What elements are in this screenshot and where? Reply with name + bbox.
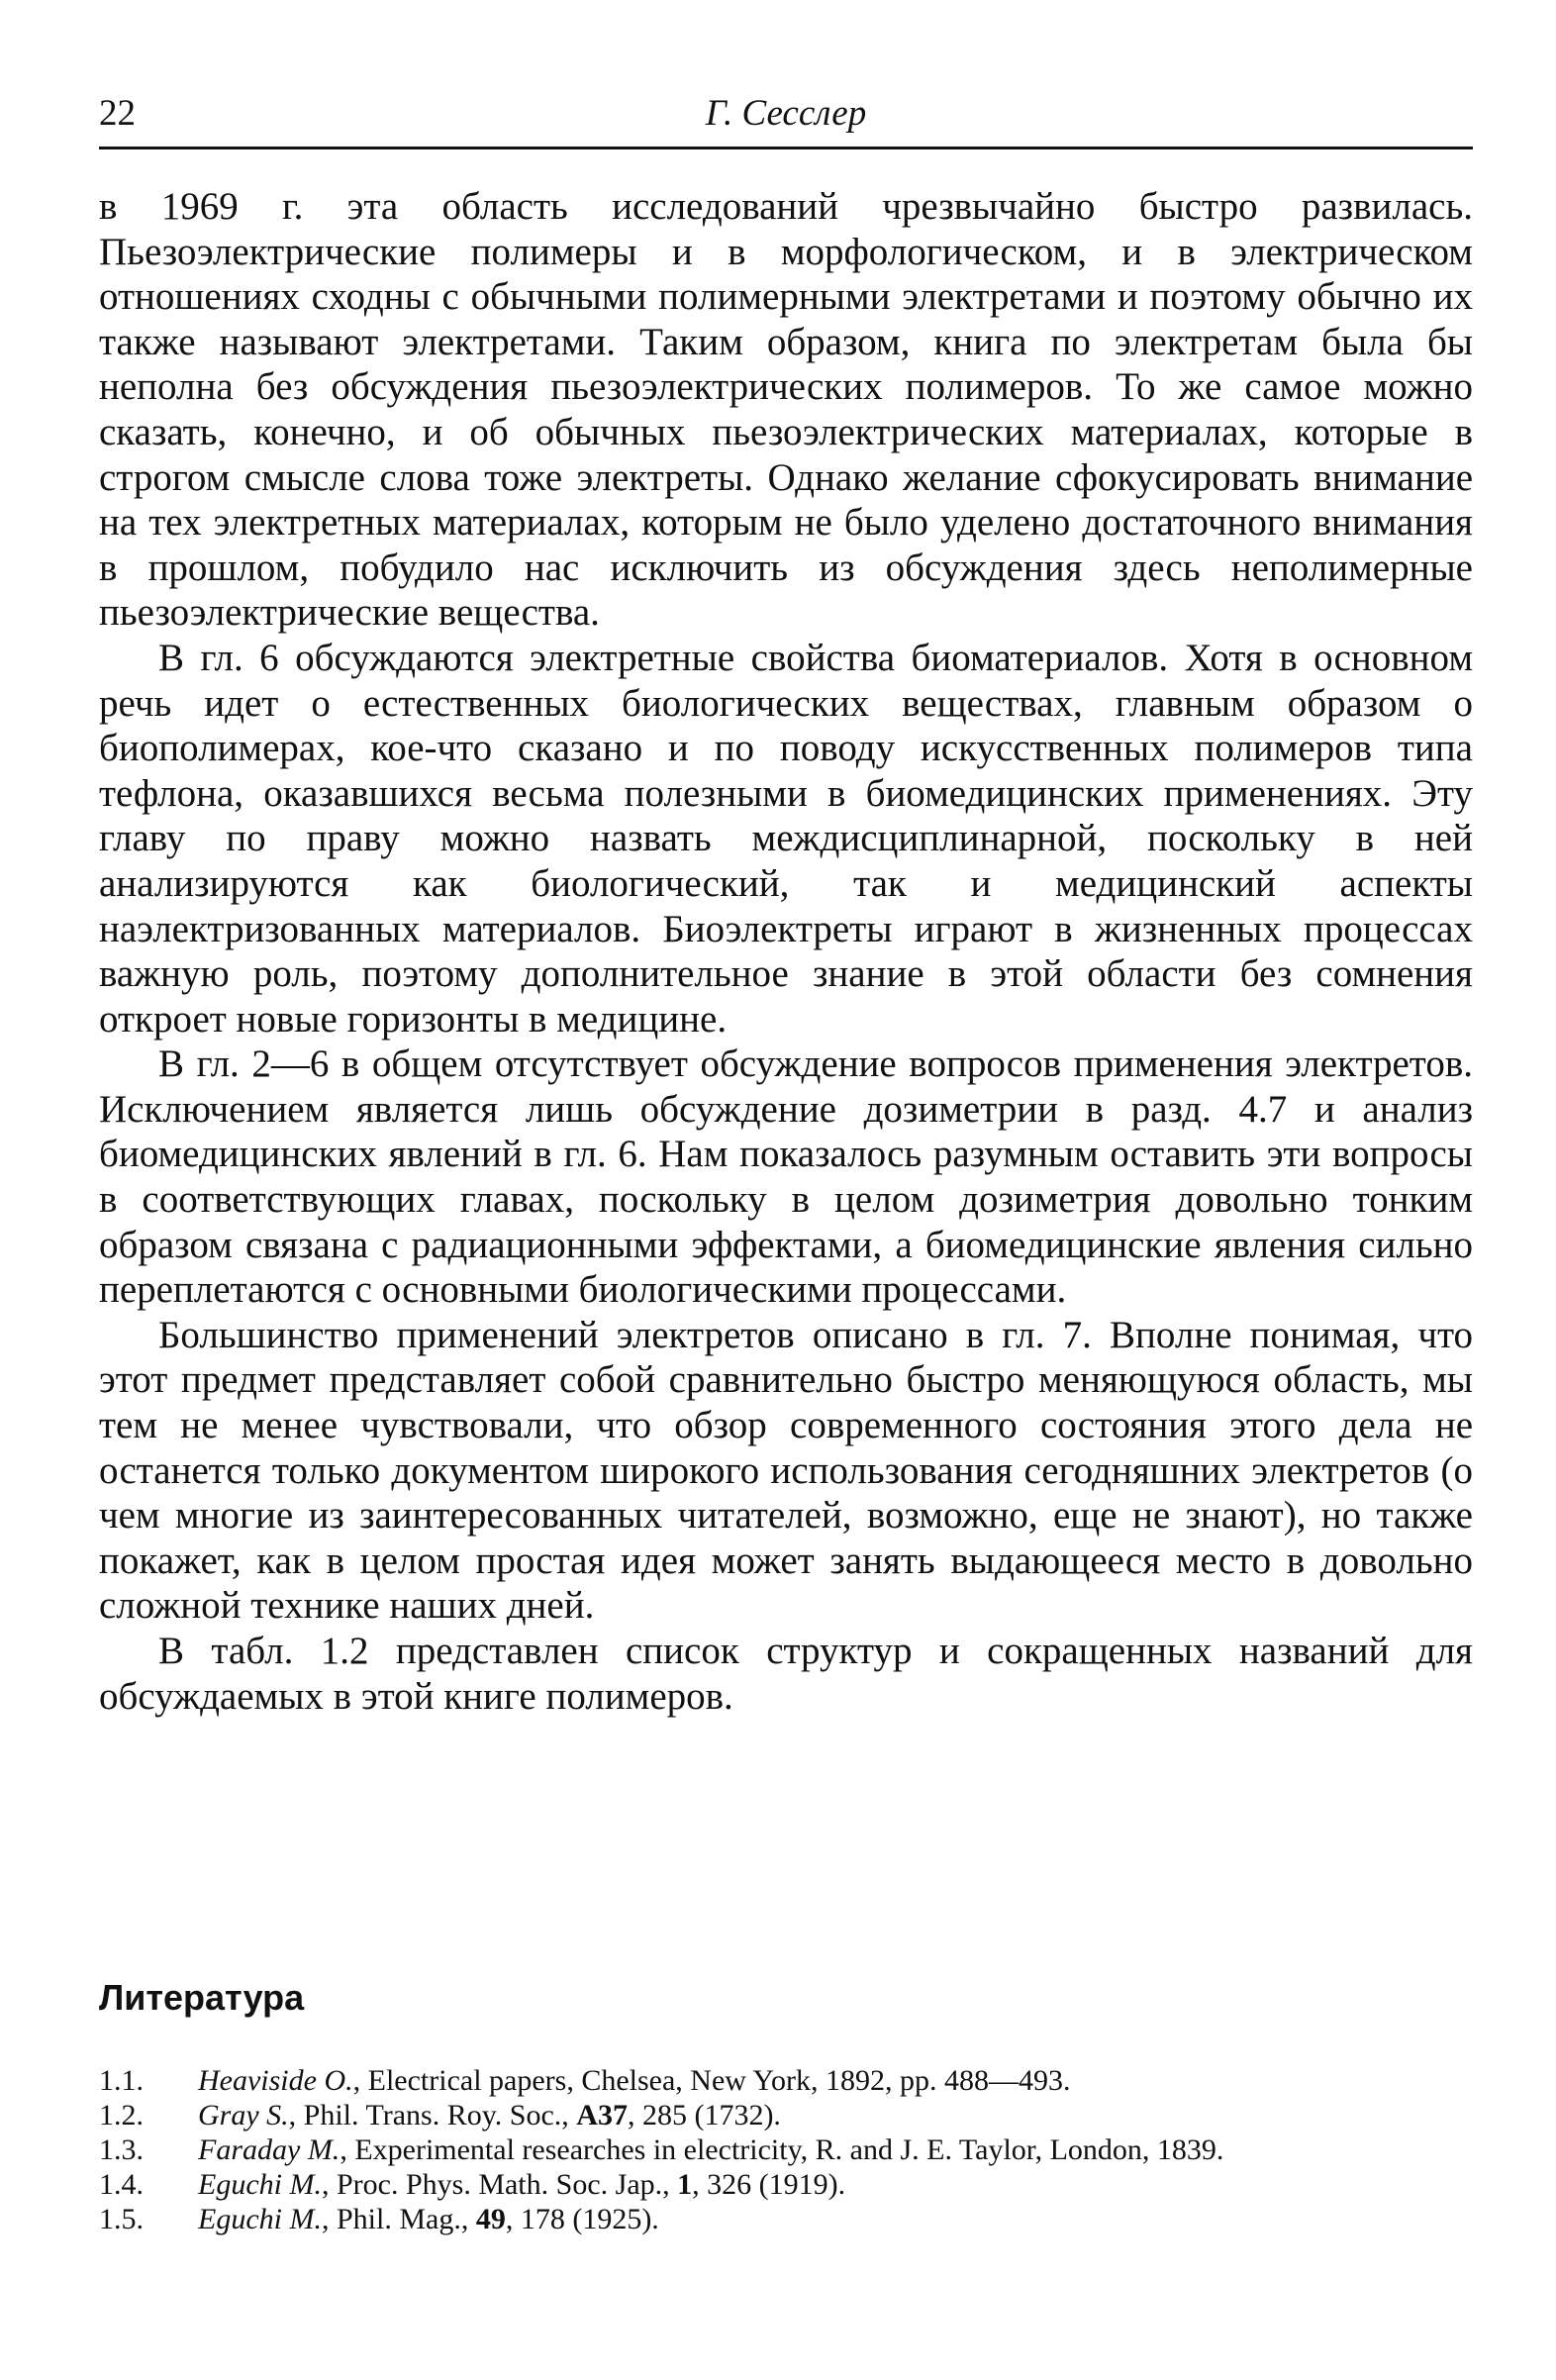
reference-authors: Eguchi M. (198, 2203, 322, 2235)
reference-source: , Phil. Trans. Roy. Soc., (288, 2099, 577, 2132)
reference-item (99, 2132, 1473, 2167)
body-text (99, 184, 1473, 1719)
reference-authors: Faraday M. (198, 2133, 340, 2166)
reference-source: , Experimental researches in electricity, R. and J. E. Taylor, London, 1839. (340, 2133, 1224, 2166)
reference-number: 1.1. (99, 2064, 144, 2097)
reference-authors: Heaviside O. (198, 2064, 353, 2097)
reference-number: 1.3. (99, 2133, 144, 2166)
reference-text (198, 2202, 1473, 2236)
reference-text (198, 2063, 1473, 2098)
reference-source: , Proc. Phys. Math. Soc. Jap., (321, 2168, 678, 2201)
reference-pages: , 178 (1925). (505, 2203, 659, 2235)
paragraph: В гл. 2—6 в общем отсутствует обсуждение вопросов применения электретов. Исключением является лишь обсуждение дозиметрии в разд. 4.7 и анализ биомедицинских явлений в гл. 6. Нам показалось разумным оставить эти вопросы в соответствующих главах, поскольку в целом дозиметрия довольно тонким образом связана с радиационными эффектами, а биомедицинские явления сильно переплетаются с основными биологическими процессами. (99, 1042, 1473, 1312)
paragraph: Большинство применений электретов описано в гл. 7. Вполне понимая, что этот предмет представляет собой сравнительно быстро меняющуюся область, мы тем не менее чувствовали, что обзор современного состояния этого дела не останется только документом широкого использования сегодняшних электретов (о чем многие из заинтересованных читателей, возможно, еще не знают), но также покажет, как в целом простая идея может занять выдающееся место в довольно сложной технике наших дней. (99, 1313, 1473, 1628)
reference-volume: 49 (475, 2203, 506, 2235)
paragraph: в 1969 г. эта область исследований чрезвычайно быстро развилась. Пьезоэлектрические полимеры и в морфологическом, и в электрическом отношениях сходны с обычными полимерными электретами и поэтому обычно их также называют электретами. Таким образом, книга по электретам была бы неполна без обсуждения пьезоэлектрических полимеров. То же самое можно сказать, конечно, и об обычных пьезоэлектрических материалах, которые в строгом смысле слова тоже электреты. Однако желание сфокусировать внимание на тех электретных материалах, которым не было уделено достаточного внимания в прошлом, побудило нас исключить из обсуждения здесь неполимерные пьезоэлектрические вещества. (99, 185, 1473, 635)
reference-pages: , 285 (1732). (627, 2099, 781, 2132)
reference-text (198, 2167, 1473, 2202)
reference-text (198, 2098, 1473, 2132)
page-number: 22 (99, 93, 136, 134)
reference-pages: , 326 (1919). (692, 2168, 846, 2201)
paragraph: В табл. 1.2 представлен список структур и сокращенных названий для обсуждаемых в этой книге полимеров. (99, 1630, 1473, 1718)
reference-text (198, 2132, 1473, 2167)
reference-source: , Electrical papers, Chelsea, New York, 1892, pp. 488—493. (352, 2064, 1071, 2097)
reference-number: 1.5. (99, 2203, 144, 2235)
page-header (99, 91, 1473, 149)
reference-authors: Gray S. (198, 2099, 289, 2132)
reference-authors: Eguchi M. (198, 2168, 322, 2201)
references-title: Литература (99, 1977, 305, 2018)
reference-item (99, 2167, 1473, 2202)
reference-number: 1.4. (99, 2168, 144, 2201)
running-head-author: Г. Сесслер (705, 93, 867, 134)
paragraph: В гл. 6 обсуждаются электретные свойства биоматериалов. Хотя в основном речь идет о естественных биологических веществах, главным образом о биополимерах, кое-что сказано и по поводу искусственных полимеров типа тефлона, оказавшихся весьма полезными в биомедицинских применениях. Эту главу по праву можно назвать междисциплинарной, поскольку в ней анализируются как биологический, так и медицинский аспекты наэлектризованных материалов. Биоэлектреты играют в жизненных процессах важную роль, поэтому дополнительное знание в этой области без сомнения откроет новые горизонты в медицине. (99, 636, 1473, 1041)
reference-item (99, 2063, 1473, 2098)
reference-number: 1.2. (99, 2099, 144, 2132)
references-list (99, 2063, 1473, 2236)
reference-source: , Phil. Mag., (321, 2203, 476, 2235)
reference-volume: A37 (576, 2099, 628, 2132)
reference-item (99, 2098, 1473, 2132)
reference-item (99, 2202, 1473, 2236)
reference-volume: 1 (677, 2168, 693, 2201)
